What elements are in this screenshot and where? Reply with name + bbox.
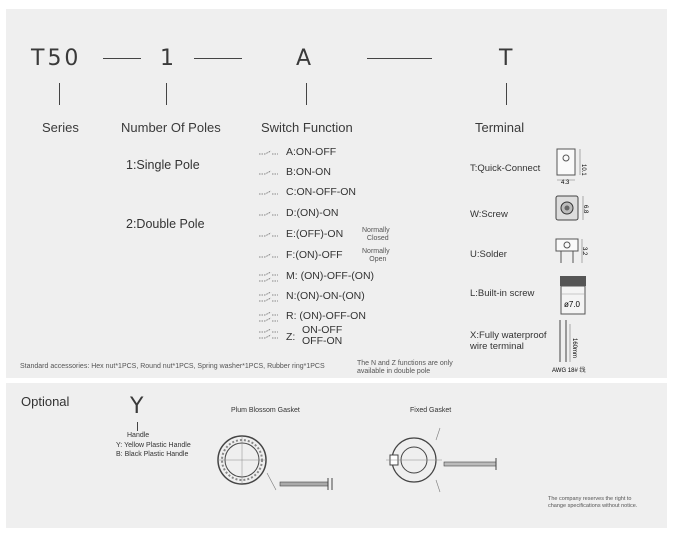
gasket1-title: Plum Blossom Gasket (231, 407, 300, 414)
note-line: Open (369, 256, 387, 263)
built-in-screw-terminal-drawing (556, 274, 594, 318)
function-option: D:(ON)-ON (286, 207, 339, 219)
function-option: B:ON-ON (286, 166, 331, 178)
connector-line (137, 422, 138, 431)
header-function: Switch Function (261, 120, 353, 135)
function-option: R: (ON)-OFF-ON (286, 310, 366, 322)
normally-open-note (362, 248, 390, 264)
pole-option: 2:Double Pole (126, 217, 205, 231)
connector-line (306, 83, 307, 105)
disclaimer-line: change specifications without notice. (548, 503, 638, 509)
terminal-line: X:Fully waterproof (470, 330, 547, 341)
normally-closed-note (362, 227, 390, 243)
note-line: Normally (362, 248, 390, 255)
dim-label: 6.8 (582, 205, 588, 214)
dim-label: 3.2 (581, 247, 587, 256)
connector-line (166, 83, 167, 105)
switch-function-symbol-icon (258, 209, 280, 221)
disclaimer-line: The company reserves the right to (548, 496, 632, 502)
option-text: Yellow Plastic Handle (124, 442, 191, 449)
function-z-line1: ON-OFF (302, 324, 343, 336)
function-option: A:ON-OFF (286, 146, 337, 158)
switch-function-symbol-icon (258, 251, 280, 263)
function-option: F:(ON)-OFF (286, 249, 343, 261)
dim-label: 10.1 (580, 164, 586, 176)
header-poles: Number Of Poles (121, 120, 221, 135)
screw-terminal-drawing (553, 193, 593, 227)
function-option: M: (ON)-OFF-(ON) (286, 270, 375, 282)
switch-function-symbol-icon (258, 312, 280, 324)
function-z-line2: OFF-ON (302, 335, 343, 347)
dim-label: 160mm (571, 338, 577, 359)
handle-label: Handle (127, 432, 150, 439)
switch-function-symbol-icon (258, 292, 280, 304)
dim-label: ø7.0 (564, 300, 581, 309)
function-option-prefix: Z: (286, 331, 296, 343)
handle-option (116, 441, 191, 450)
waterproof-wire-terminal-drawing (540, 318, 600, 376)
function-option: C:ON-OFF-ON (286, 186, 356, 198)
terminal-option: U:Solder (470, 249, 507, 260)
function-option: E:(OFF)-ON (286, 228, 344, 240)
nz-note (357, 360, 453, 376)
accessories-note: Standard accessories: Hex nut*1PCS, Round nut*1PCS, Spring washer*1PCS, Rubber ring*1PCS (20, 363, 325, 370)
handle-options (116, 441, 191, 459)
connector-line (59, 83, 60, 105)
function-option-z (302, 325, 342, 347)
option-key: Y: (116, 442, 123, 449)
quick-connect-terminal-drawing (553, 147, 593, 185)
dim-label: 4.3 (561, 180, 570, 185)
gasket2-title: Fixed Gasket (410, 407, 452, 414)
pole-option: 1:Single Pole (126, 158, 200, 172)
note-line: available in double pole (357, 368, 431, 375)
switch-function-symbol-icon (258, 329, 280, 341)
code-poles: 1 (160, 46, 177, 71)
terminal-option: W:Screw (470, 209, 508, 220)
switch-function-symbol-icon (258, 168, 280, 180)
switch-function-symbol-icon (258, 230, 280, 242)
code-terminal: T (499, 46, 516, 71)
fixed-gasket-drawing (380, 418, 510, 498)
option-text: Black Plastic Handle (124, 451, 189, 458)
plum-blossom-gasket-drawing (212, 418, 352, 510)
switch-function-symbol-icon (258, 188, 280, 200)
code-function: A (296, 46, 315, 71)
optional-code: Y (130, 394, 144, 419)
code-series: T50 (31, 46, 82, 71)
note-line: Normally (362, 227, 390, 234)
solder-terminal-drawing (553, 233, 593, 269)
disclaimer (548, 496, 637, 510)
connector-line (506, 83, 507, 105)
option-key: B: (116, 451, 123, 458)
code-dash (367, 58, 432, 59)
switch-function-symbol-icon (258, 272, 280, 284)
switch-function-symbol-icon (258, 148, 280, 160)
dim-label: AWG 18# 线 (552, 368, 586, 374)
note-line: The N and Z functions are only (357, 360, 453, 367)
terminal-option: L:Built-in screw (470, 288, 535, 299)
header-terminal: Terminal (475, 120, 525, 135)
code-dash (103, 58, 141, 59)
terminal-option (470, 330, 547, 352)
terminal-line: wire terminal (470, 341, 524, 352)
optional-title: Optional (21, 394, 70, 409)
handle-option (116, 450, 191, 459)
code-dash (194, 58, 242, 59)
function-option: N:(ON)-ON-(ON) (286, 290, 365, 302)
header-series: Series (42, 120, 79, 135)
note-line: Closed (366, 235, 389, 242)
terminal-option: T:Quick-Connect (470, 163, 541, 174)
